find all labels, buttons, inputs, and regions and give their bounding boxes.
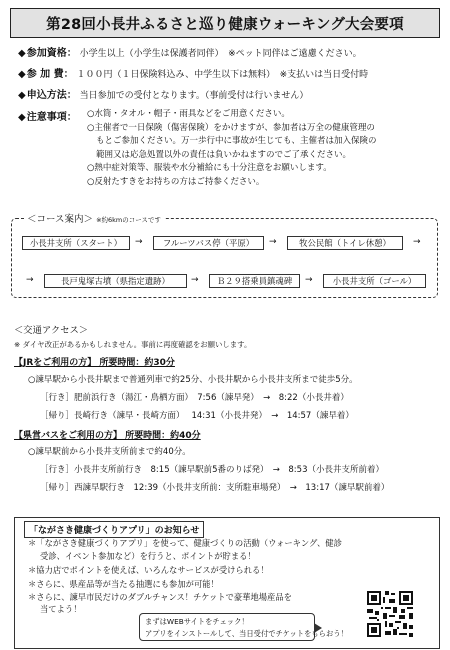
arrow-icon: →	[135, 237, 143, 247]
course-step-maki-hall: 牧公民館（トイレ休憩）	[287, 236, 403, 250]
app-line: 受診、イベント参加など）を行うと、ポイントが貯まる！	[40, 551, 256, 561]
jr-return-text: 長崎行き（諫早・長崎方面） 14:31（小長井発） → 14:57（諫早着）	[74, 411, 354, 421]
jr-heading	[14, 355, 175, 368]
apply-text: 当日参加での受付となります。（事前受付は行いません）	[79, 91, 309, 101]
speech-bubble	[139, 613, 348, 641]
bus-outbound-tag: ［行き］	[40, 465, 75, 475]
jr-return	[40, 409, 354, 421]
bus-heading-text: 【県営バスをご利用の方】 所要時間：約40分	[14, 431, 201, 441]
apply-row	[18, 86, 308, 101]
speech-line-app: アプリをインストールして、当日受付でチケットをもらおう！	[145, 628, 348, 638]
eligibility-row	[18, 44, 362, 59]
fee-label: ◆ 参 加 費：	[18, 69, 74, 80]
app-line: 当てよう！	[40, 604, 82, 614]
jr-outbound-text: 肥前浜行き（湯江・鳥栖方面） 7:56（諫早発） → 8:22（小長井着）	[74, 393, 349, 403]
fee-text: １００円（１日保険料込み、中学生以下は無料） ※支払いは当日受付時	[76, 70, 369, 80]
eligibility-label: ◆ 参加資格：	[18, 48, 77, 59]
note-item: ○反射たすきをお持ちの方はご持参ください。	[87, 176, 265, 187]
page-title: 第28回小長井ふるさと巡り健康ウォーキング大会要項	[10, 8, 440, 38]
app-line: ＊さらに、諫早市民だけのダブルチャンス！チケットで豪華地場産品を	[28, 592, 292, 602]
app-notice-heading: 「ながさき健康づくりアプリ」のお知らせ	[24, 521, 204, 538]
bus-return	[40, 481, 389, 493]
notes-label: ◆ 注意事項：	[18, 112, 77, 123]
access-note: ※ ダイヤ改正があるかもしれません。事前に再度確認をお願いします。	[14, 340, 252, 349]
arrow-icon: →	[191, 275, 199, 285]
bus-return-text: 西諫早駅行き 12:39（小長井支所前：支所駐車場発） → 13:17（諫早駅前着）	[74, 483, 390, 493]
eligibility-text: 小学生以上（小学生は保護者同伴） ※ペット同伴はご遠慮ください。	[79, 49, 362, 59]
bus-outbound	[40, 463, 384, 475]
note-item: もとご参加ください。万一歩行中に事故が生じても、主催者は加入保険の	[96, 136, 377, 147]
arrow-icon: →	[26, 275, 34, 285]
course-step-fruit-bus: フルーツバス停（平原）	[153, 236, 264, 250]
bus-route: ○諫早駅前から小長井支所前まで約40分。	[28, 447, 191, 457]
note-item: ○熱中症対策等、服装や水分補給にも十分注意をお願いします。	[87, 163, 332, 174]
arrow-icon: →	[269, 237, 277, 247]
arrow-icon: →	[305, 275, 313, 285]
bus-outbound-text: 小長井支所前行き 8:15（諫早駅前5番のりば発） → 8:53（小長井支所前着）	[74, 465, 384, 475]
qr-code-icon[interactable]	[365, 589, 415, 639]
apply-label: ◆ 申込方法：	[18, 90, 77, 101]
note-item: ○水筒・タオル・帽子・雨具などをご用意ください。	[87, 109, 290, 119]
notes-row	[18, 108, 77, 123]
app-line: ＊さらに、県産品等が当たる抽選にも参加が可能！	[28, 579, 219, 589]
access-heading: ＜交通アクセス＞	[14, 325, 89, 336]
jr-heading-text: 【JRをご利用の方】 所要時間：約30分	[14, 358, 175, 368]
arrow-icon: →	[413, 237, 421, 247]
fee-row	[18, 65, 368, 80]
bus-return-tag: ［帰り］	[40, 483, 75, 493]
jr-outbound-tag: ［行き］	[40, 393, 75, 403]
app-line: ＊「ながさき健康づくりアプリ」を使って、健康づくりの活動（ウォーキング、健診	[28, 538, 342, 548]
speech-line-web: まずはWEBサイトをチェック！	[145, 617, 249, 626]
course-step-kofun: 長戸鬼塚古墳（県指定遺跡）	[44, 274, 187, 288]
course-heading-text: ＜コース案内＞	[27, 214, 94, 225]
course-note: ※約6kmのコースです	[96, 216, 161, 224]
app-line: ＊協力店でポイントを使えば、いろんなサービスが受けられる！	[28, 565, 269, 575]
course-step-start: 小長井支所（スタート）	[22, 236, 130, 250]
course-step-b29-memorial: Ｂ２９搭乗員鎮魂碑	[209, 274, 300, 288]
notes-list	[87, 108, 377, 190]
note-item: 範囲又は応急処置以外の責任は負いかねますのでご了承ください。	[96, 149, 352, 160]
jr-outbound	[40, 391, 349, 403]
note-item: ○主催者で一日保険（傷害保険）をかけますが、参加者は万全の健康管理の	[87, 122, 375, 133]
bus-heading	[14, 428, 201, 441]
jr-route: ○諫早駅から小長井駅まで普通列車で約25分、小長井駅から小長井支所まで徒歩5分。	[28, 375, 358, 385]
course-heading	[24, 211, 164, 225]
course-step-goal: 小長井支所（ゴール）	[323, 274, 426, 288]
jr-return-tag: ［帰り］	[40, 411, 75, 421]
